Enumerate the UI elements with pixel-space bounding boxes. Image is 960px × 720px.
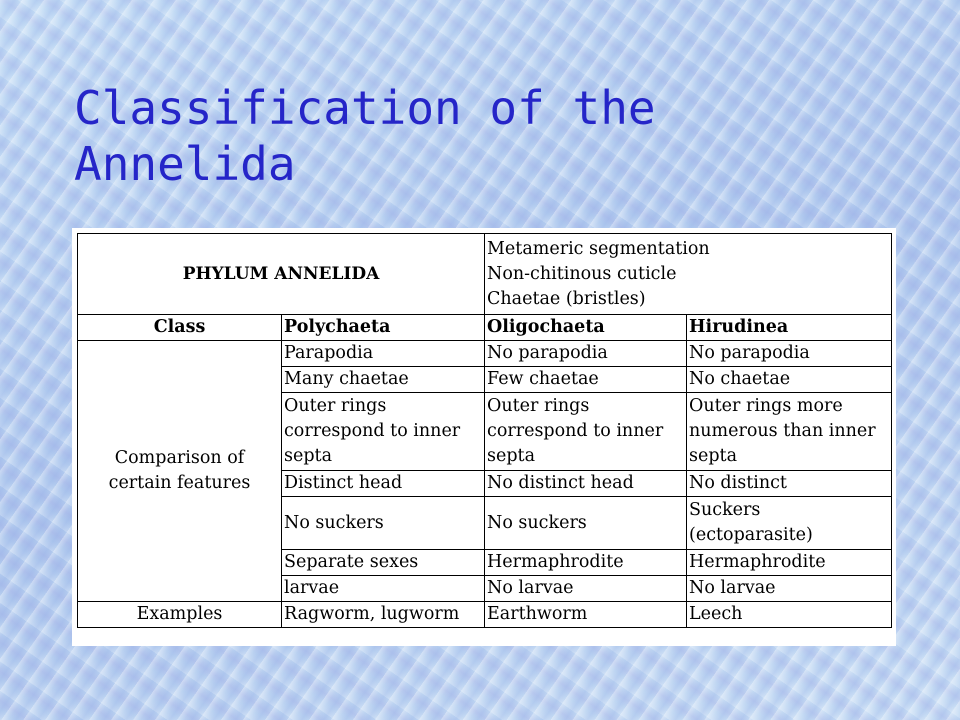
table-cell: No parapodia — [687, 341, 892, 367]
cell-line: correspond to inner — [284, 421, 461, 441]
table-cell — [687, 393, 892, 471]
table-cell — [282, 393, 485, 471]
table-cell: larvae — [282, 576, 485, 602]
header-class: Class — [78, 315, 282, 341]
classification-table — [77, 233, 892, 628]
header-polychaeta: Polychaeta — [282, 315, 485, 341]
header-oligochaeta: Oligochaeta — [485, 315, 687, 341]
classification-table-panel — [72, 228, 896, 646]
header-hirudinea: Hirudinea — [687, 315, 892, 341]
table-cell: No parapodia — [485, 341, 687, 367]
phylum-feature: Non-chitinous cuticle — [487, 263, 677, 284]
comparison-label-cell — [78, 341, 282, 602]
table-cell: No distinct — [687, 471, 892, 497]
cell-line: Suckers — [689, 500, 761, 520]
slide-title — [74, 80, 894, 192]
cell-line: septa — [689, 446, 738, 466]
cell-line: numerous than inner — [689, 421, 876, 441]
example-polychaeta: Ragworm, lugworm — [282, 602, 485, 628]
table-cell: No distinct head — [485, 471, 687, 497]
table-cell: Separate sexes — [282, 550, 485, 576]
phylum-feature: Chaetae (bristles) — [487, 288, 646, 309]
table-cell: Parapodia — [282, 341, 485, 367]
phylum-row — [78, 234, 892, 315]
table-cell: No larvae — [485, 576, 687, 602]
header-row — [78, 315, 892, 341]
examples-label: Examples — [78, 602, 282, 628]
table-cell: Few chaetae — [485, 367, 687, 393]
table-cell: Many chaetae — [282, 367, 485, 393]
phylum-label-cell: PHYLUM ANNELIDA — [78, 234, 485, 315]
table-cell: No chaetae — [687, 367, 892, 393]
cell-line: Outer rings — [487, 396, 590, 416]
example-oligochaeta: Earthworm — [485, 602, 687, 628]
cell-line: correspond to inner — [487, 421, 664, 441]
table-cell: No larvae — [687, 576, 892, 602]
table-cell: No suckers — [282, 497, 485, 550]
title-line-1: Classification of the — [74, 81, 656, 135]
table-cell — [687, 497, 892, 550]
title-line-2: Annelida — [74, 137, 296, 191]
table-cell: Hermaphrodite — [485, 550, 687, 576]
comparison-label-line: Comparison of — [114, 448, 245, 468]
table-cell: Hermaphrodite — [687, 550, 892, 576]
cell-line: Outer rings — [284, 396, 387, 416]
table-row — [78, 341, 892, 367]
example-hirudinea: Leech — [687, 602, 892, 628]
cell-line: (ectoparasite) — [689, 525, 813, 545]
examples-row — [78, 602, 892, 628]
comparison-label-line: certain features — [108, 473, 251, 493]
cell-line: septa — [284, 446, 333, 466]
phylum-feature: Metameric segmentation — [487, 238, 710, 259]
phylum-features-cell — [485, 234, 892, 315]
table-cell: Distinct head — [282, 471, 485, 497]
table-cell: No suckers — [485, 497, 687, 550]
table-cell — [485, 393, 687, 471]
cell-line: septa — [487, 446, 536, 466]
cell-line: Outer rings more — [689, 396, 843, 416]
